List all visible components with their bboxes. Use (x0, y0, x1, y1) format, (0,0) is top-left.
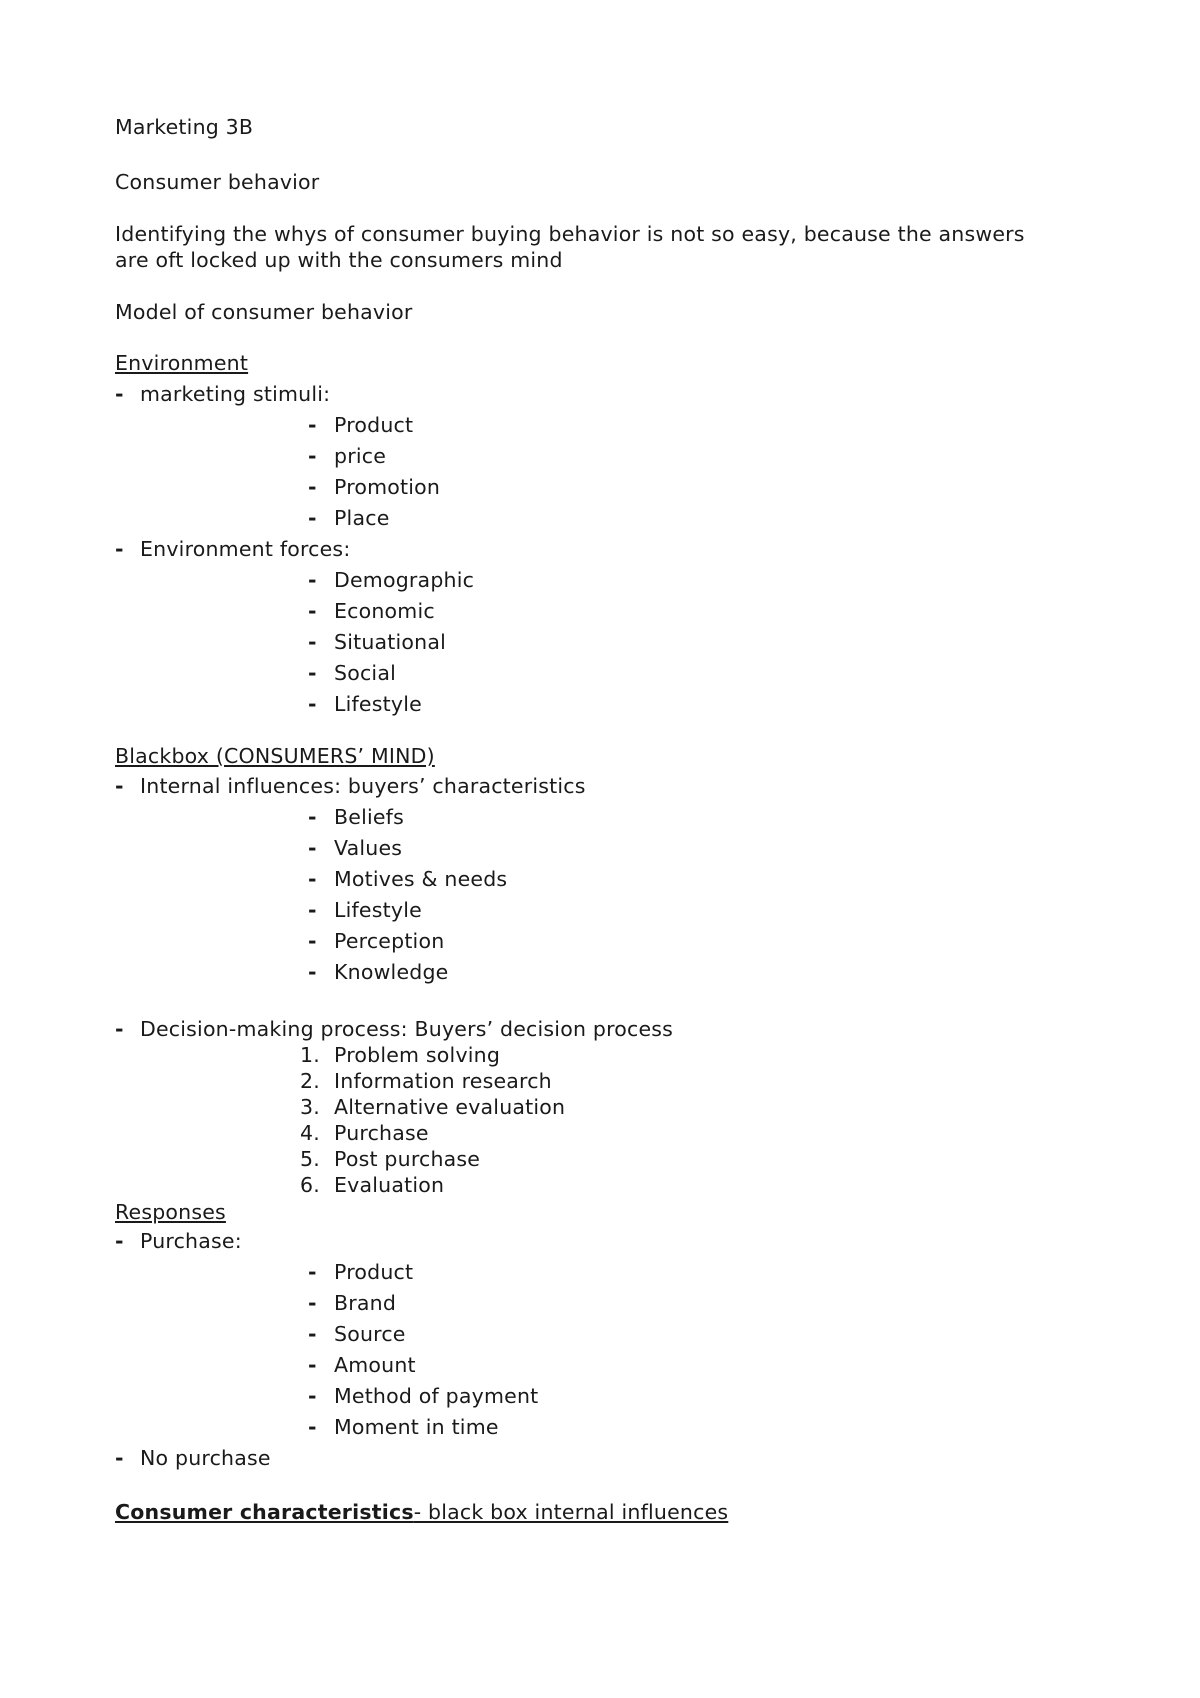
document-title: Marketing 3B (115, 115, 254, 139)
list-item: Evaluation (334, 1173, 445, 1197)
bullet-dash: - (308, 413, 317, 437)
bullet-dash: - (308, 1322, 317, 1346)
environment-heading: Environment (115, 351, 249, 375)
list-number: 3. (300, 1095, 320, 1119)
list-item: Lifestyle (334, 692, 422, 716)
bullet-dash: - (115, 774, 124, 798)
bullet-dash: - (308, 630, 317, 654)
bullet-dash: - (308, 1353, 317, 1377)
list-item: Place (334, 506, 390, 530)
bullet-dash: - (115, 382, 124, 406)
internal-influences-label: Internal influences: buyers’ characteristics (140, 774, 586, 798)
list-item: Purchase (334, 1121, 429, 1145)
bullet-dash: - (115, 537, 124, 561)
bullet-dash: - (308, 805, 317, 829)
purchase-label: Purchase: (140, 1229, 242, 1253)
decision-process-label: Decision-making process: Buyers’ decision process (140, 1017, 674, 1041)
bullet-dash: - (308, 867, 317, 891)
bullet-dash: - (308, 444, 317, 468)
no-purchase-label: No purchase (140, 1446, 271, 1470)
list-number: 4. (300, 1121, 320, 1145)
list-item: Alternative evaluation (334, 1095, 566, 1119)
bullet-dash: - (115, 1229, 124, 1253)
bullet-dash: - (308, 836, 317, 860)
list-number: 5. (300, 1147, 320, 1171)
list-item: Information research (334, 1069, 552, 1093)
list-item: Values (334, 836, 403, 860)
bullet-dash: - (308, 506, 317, 530)
list-item: Promotion (334, 475, 441, 499)
list-item: Lifestyle (334, 898, 422, 922)
consumer-characteristics-bold: Consumer characteristics (115, 1500, 414, 1524)
list-item: Post purchase (334, 1147, 481, 1171)
blackbox-heading: Blackbox (CONSUMERS’ MIND) (115, 744, 435, 768)
model-heading: Model of consumer behavior (115, 300, 413, 324)
bullet-dash: - (115, 1017, 124, 1041)
list-number: 1. (300, 1043, 320, 1067)
list-item: Beliefs (334, 805, 404, 829)
bullet-dash: - (308, 1415, 317, 1439)
list-item: Moment in time (334, 1415, 499, 1439)
intro-line-2: are oft locked up with the consumers mind (115, 248, 563, 272)
list-item: price (334, 444, 387, 468)
bullet-dash: - (308, 661, 317, 685)
list-item: Social (334, 661, 396, 685)
environment-forces-label: Environment forces: (140, 537, 351, 561)
list-item: Amount (334, 1353, 416, 1377)
list-item: Problem solving (334, 1043, 501, 1067)
bullet-dash: - (308, 1260, 317, 1284)
bullet-dash: - (308, 1291, 317, 1315)
list-item: Source (334, 1322, 406, 1346)
list-item: Motives & needs (334, 867, 508, 891)
responses-heading: Responses (115, 1200, 226, 1224)
list-number: 2. (300, 1069, 320, 1093)
document-subtitle: Consumer behavior (115, 170, 320, 194)
intro-line-1: Identifying the whys of consumer buying behavior is not so easy, because the answers (115, 222, 1025, 246)
bullet-dash: - (308, 1384, 317, 1408)
consumer-characteristics-rest: - black box internal influences (413, 1500, 729, 1524)
bullet-dash: - (115, 1446, 124, 1470)
list-item: Perception (334, 929, 445, 953)
list-number: 6. (300, 1173, 320, 1197)
bullet-dash: - (308, 475, 317, 499)
list-item: Knowledge (334, 960, 449, 984)
bullet-dash: - (308, 960, 317, 984)
list-item: Method of payment (334, 1384, 539, 1408)
bullet-dash: - (308, 929, 317, 953)
list-item: Brand (334, 1291, 397, 1315)
consumer-characteristics-heading (115, 1499, 728, 1525)
bullet-dash: - (308, 568, 317, 592)
bullet-dash: - (308, 599, 317, 623)
bullet-dash: - (308, 898, 317, 922)
list-item: Economic (334, 599, 435, 623)
list-item: Situational (334, 630, 447, 654)
list-item: Product (334, 413, 414, 437)
list-item: Product (334, 1260, 414, 1284)
marketing-stimuli-label: marketing stimuli: (140, 382, 331, 406)
list-item: Demographic (334, 568, 475, 592)
bullet-dash: - (308, 692, 317, 716)
